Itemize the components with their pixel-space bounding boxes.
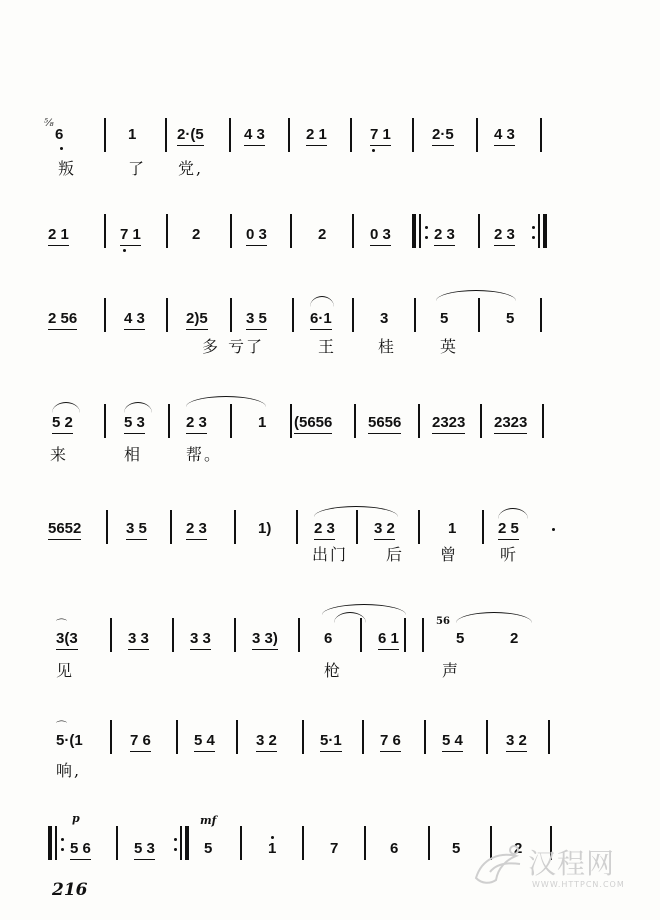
bar-line [290, 404, 292, 438]
repeat-dot [532, 226, 535, 229]
bar-line [236, 720, 238, 754]
slur-mark [52, 402, 80, 413]
fermata-mark: ⌒ [56, 618, 67, 631]
dynamic-marking: p [72, 812, 80, 825]
note: 7 1 [120, 226, 141, 246]
note: 2 3 [186, 414, 207, 434]
note: 1 [258, 414, 267, 431]
note: 5·1 [320, 732, 342, 752]
note: 5 4 [194, 732, 215, 752]
note: 1 [448, 520, 457, 537]
note: 2 [192, 226, 201, 243]
note: 5656 [368, 414, 401, 434]
lyric: 王 [318, 337, 337, 356]
bar-line [482, 510, 484, 544]
lyric: 声 [442, 661, 461, 680]
note: 5 4 [442, 732, 463, 752]
note: 2 56 [48, 310, 77, 330]
low-dot [60, 147, 63, 150]
note: 3 2 [374, 520, 395, 540]
repeat-dot [174, 848, 177, 851]
note: 7 6 [130, 732, 151, 752]
bar-line [234, 618, 236, 652]
note: 5 [456, 630, 465, 647]
bar-line [352, 214, 354, 248]
repeat-dot [425, 236, 428, 239]
note: 4 3 [494, 126, 515, 146]
repeat-end-bar [543, 214, 547, 248]
bar-line [540, 118, 542, 152]
bar-line [110, 720, 112, 754]
note: 2 1 [48, 226, 69, 246]
note: 3 3 [128, 630, 149, 650]
bar-line [414, 298, 416, 332]
bar-line [180, 826, 182, 860]
note: 5 6 [70, 840, 91, 860]
low-dot [372, 149, 375, 152]
note: 1 [128, 126, 137, 143]
bar-line [166, 214, 168, 248]
grace-note: ⁵⁄₈ [44, 118, 54, 129]
lyric: 英 [440, 337, 459, 356]
bar-line [422, 618, 424, 652]
bar-line [240, 826, 242, 860]
lyric: 出门 [312, 545, 349, 564]
note: 1) [258, 520, 272, 537]
bar-line [104, 298, 106, 332]
repeat-dot [61, 848, 64, 851]
lyric: 叛 [58, 159, 77, 178]
note: 5 3 [134, 840, 155, 860]
bar-line [165, 118, 167, 152]
bar-line [352, 298, 354, 332]
note: 5 [440, 310, 449, 327]
bar-line [412, 118, 414, 152]
note: 6 [390, 840, 399, 857]
note: 2 3 [494, 226, 515, 246]
note: 3 5 [126, 520, 147, 540]
bar-line [362, 720, 364, 754]
note: 4 3 [244, 126, 265, 146]
dot-mark [552, 528, 555, 531]
bar-line [476, 118, 478, 152]
bar-line [229, 118, 231, 152]
bar-line [302, 826, 304, 860]
lyric: 来 [50, 445, 69, 464]
slur-mark [310, 296, 334, 307]
bar-line [350, 118, 352, 152]
note: 4 3 [124, 310, 145, 330]
note: 6 1 [378, 630, 399, 650]
bar-line [428, 826, 430, 860]
bar-line [104, 404, 106, 438]
note: 3 [380, 310, 389, 327]
bar-line [104, 214, 106, 248]
bar-line [360, 618, 362, 652]
lyric: 了 [128, 159, 147, 178]
bar-line [166, 298, 168, 332]
watermark [470, 838, 645, 898]
bar-line [230, 404, 232, 438]
note: 5 2 [52, 414, 73, 434]
bar-line [104, 118, 106, 152]
note: 0 3 [246, 226, 267, 246]
bar-line [540, 298, 542, 332]
bar-line [486, 720, 488, 754]
bar-line [354, 404, 356, 438]
lyric: 见 [56, 661, 75, 680]
lyric: 党, [178, 159, 204, 178]
bar-line [55, 826, 57, 860]
repeat-dot [532, 236, 535, 239]
bar-line [419, 214, 421, 248]
note: 2 3 [186, 520, 207, 540]
lyric: 听 [500, 545, 519, 564]
note: 7 6 [380, 732, 401, 752]
lyric: 桂 [378, 337, 397, 356]
bar-line [296, 510, 298, 544]
note: 6·1 [310, 310, 332, 330]
bar-line [230, 214, 232, 248]
bar-line [404, 618, 406, 652]
note: 5·(1 [56, 732, 83, 749]
bar-line [172, 618, 174, 652]
repeat-dot [174, 838, 177, 841]
note: 6 [55, 126, 64, 143]
note: 3 2 [506, 732, 527, 752]
bar-line [116, 826, 118, 860]
note: 2323 [432, 414, 465, 434]
note: 2)5 [186, 310, 208, 330]
repeat-dot [425, 226, 428, 229]
bar-line [480, 404, 482, 438]
lyric: 曾 [440, 545, 459, 564]
note: 0 3 [370, 226, 391, 246]
note: 3 5 [246, 310, 267, 330]
repeat-end-bar [185, 826, 189, 860]
lyric: 亏了 [228, 337, 265, 356]
bar-line [548, 720, 550, 754]
repeat-start-bar [48, 826, 52, 860]
note: 2323 [494, 414, 527, 434]
bar-line [478, 298, 480, 332]
bar-line [424, 720, 426, 754]
note: 5 3 [124, 414, 145, 434]
note: 2 5 [498, 520, 519, 540]
slur-mark [322, 604, 406, 615]
note: 5 [204, 840, 213, 857]
note: 2 [514, 840, 523, 857]
lyric: 后 [386, 545, 405, 564]
watermark-logo-icon [470, 838, 528, 894]
bar-line [106, 510, 108, 544]
bar-line [168, 404, 170, 438]
note: 2 1 [306, 126, 327, 146]
grace-note: 56 [436, 616, 450, 627]
watermark-title: 汉程网 [528, 847, 616, 880]
note: 2 3 [434, 226, 455, 246]
lyric: 帮。 [186, 445, 223, 464]
bar-line [292, 298, 294, 332]
bar-line [302, 720, 304, 754]
note: 5 [452, 840, 461, 857]
fermata-mark: ⌒ [56, 720, 67, 733]
bar-line [364, 826, 366, 860]
bar-line [234, 510, 236, 544]
bar-line [170, 510, 172, 544]
bar-line [230, 298, 232, 332]
repeat-start-bar [412, 214, 416, 248]
note: 3 3) [252, 630, 278, 650]
note: (5656 [294, 414, 332, 434]
bar-line [290, 214, 292, 248]
note: 7 1 [370, 126, 391, 146]
note: 2·5 [432, 126, 454, 146]
bar-line [418, 510, 420, 544]
slur-mark [498, 508, 528, 519]
bar-line [176, 720, 178, 754]
bar-line [418, 404, 420, 438]
note: 2·(5 [177, 126, 204, 146]
note: 6 [324, 630, 333, 647]
slur-mark [456, 612, 532, 623]
note: 7 [330, 840, 339, 857]
bar-line [288, 118, 290, 152]
note: 1 [268, 840, 277, 857]
bar-line [110, 618, 112, 652]
low-dot [123, 249, 126, 252]
high-dot [271, 836, 274, 839]
bar-line [538, 214, 540, 248]
lyric: 多 [202, 337, 221, 356]
slur-mark [124, 402, 152, 413]
slur-mark [186, 396, 266, 407]
slur-mark [436, 290, 516, 301]
dynamic-marking: mf [200, 814, 217, 827]
watermark-url: WWW.HTTPCN.COM [532, 880, 625, 889]
note: 3 3 [190, 630, 211, 650]
note: 2 [510, 630, 519, 647]
lyric: 响, [56, 761, 82, 780]
bar-line [298, 618, 300, 652]
note: 5652 [48, 520, 81, 540]
note: 2 3 [314, 520, 335, 540]
lyric: 相 [124, 445, 143, 464]
repeat-dot [61, 838, 64, 841]
note: 3(3 [56, 630, 78, 650]
page-number: 216 [52, 880, 88, 900]
note: 3 2 [256, 732, 277, 752]
bar-line [356, 510, 358, 544]
note: 5 [506, 310, 515, 327]
bar-line [478, 214, 480, 248]
bar-line [542, 404, 544, 438]
note: 2 [318, 226, 327, 243]
lyric: 枪 [324, 661, 343, 680]
